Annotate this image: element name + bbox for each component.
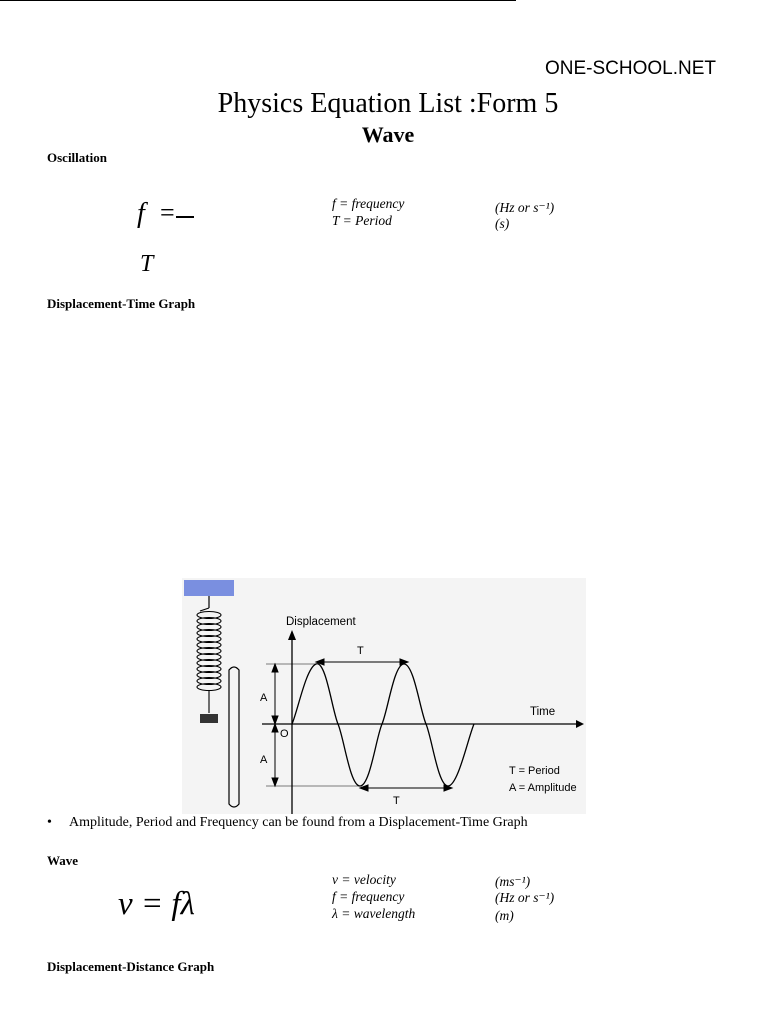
dt-graph-note <box>47 815 528 831</box>
wave-var-frequency: f = frequency <box>332 889 405 904</box>
spring-mass <box>200 714 218 723</box>
dd-graph-heading: Displacement-Distance Graph <box>47 959 215 974</box>
oscillation-unit-frequency: (Hz or s⁻¹) <box>495 200 555 215</box>
top-rule <box>0 0 516 1</box>
figure-background <box>182 578 586 814</box>
site-name: ONE-SCHOOL.NET <box>544 58 716 79</box>
wave-heading: Wave <box>47 853 79 868</box>
fraction-bar <box>176 216 194 218</box>
wave-unit-frequency: (Hz or s⁻¹) <box>495 890 555 905</box>
period-label-bottom: T <box>393 795 400 807</box>
oscillation-formula-denominator: T <box>140 251 154 277</box>
origin-label: O <box>280 728 289 740</box>
bullet-icon: • <box>47 815 52 830</box>
page-title: Physics Equation List :Form 5 <box>217 88 559 119</box>
dt-graph-note-text: Amplitude, Period and Frequency can be found from a Displacement-Time Graph <box>69 815 528 830</box>
oscillation-var-period: T = Period <box>332 213 392 228</box>
spring-support <box>184 580 234 596</box>
dt-graph-heading: Displacement-Time Graph <box>47 296 196 311</box>
wave-var-wavelength: λ = wavelength <box>332 906 416 921</box>
oscillation-formula-equals: = <box>160 198 175 227</box>
displacement-time-figure <box>182 578 586 814</box>
oscillation-formula-lhs: f <box>137 198 145 229</box>
legend-amplitude: A = Amplitude <box>509 782 577 794</box>
wave-unit-velocity: (ms⁻¹) <box>495 874 531 889</box>
oscillation-heading: Oscillation <box>47 150 107 165</box>
oscillation-var-frequency: f = frequency <box>332 196 405 211</box>
wave-formula: v = fλ <box>118 886 195 922</box>
legend-period: T = Period <box>509 765 560 777</box>
wave-var-velocity: v = velocity <box>332 872 396 887</box>
y-axis-label: Displacement <box>286 616 356 628</box>
oscillation-unit-period: (s) <box>495 216 510 231</box>
x-axis-label: Time <box>530 706 556 718</box>
page-subtitle: Wave <box>361 122 415 147</box>
wave-unit-wavelength: (m) <box>495 908 514 923</box>
period-label-top: T <box>357 645 364 657</box>
amplitude-label-top: A <box>260 692 268 704</box>
amplitude-label-bottom: A <box>260 754 268 766</box>
